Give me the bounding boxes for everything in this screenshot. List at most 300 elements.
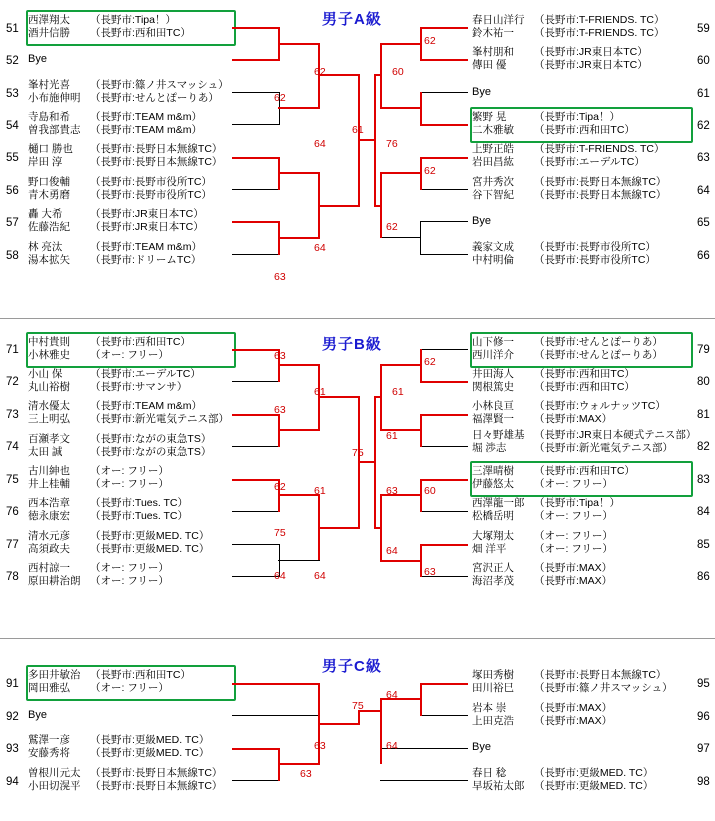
player-name: 湯本拡矢: [28, 254, 70, 266]
bracket-line: [232, 59, 280, 61]
bracket-line: [420, 221, 468, 222]
player-name: 原田耕治朗: [28, 575, 81, 587]
player-club: （長野市:西和田TC）: [534, 381, 635, 393]
player-name: 伊藤悠太: [472, 478, 514, 490]
bracket-line: [278, 172, 320, 174]
player-club: （長野市:長野日本無線TC）: [90, 767, 223, 779]
player-name: 義家文成: [472, 241, 514, 253]
bracket-line: [232, 446, 280, 447]
bracket-line: [232, 576, 280, 577]
player-name: 上田克浩: [472, 715, 514, 727]
player-name: 田川裕巳: [472, 682, 514, 694]
entry-player[interactable]: [472, 176, 666, 202]
entry-number: 71: [6, 344, 19, 356]
entry-player[interactable]: [472, 702, 612, 728]
bracket-line: [374, 396, 376, 528]
section-title-a: 男子A級: [322, 11, 382, 28]
player-name: 樋口 勝也: [28, 143, 73, 155]
player-club: （長野市:MAX）: [534, 702, 613, 714]
player-name: 宮沢正人: [472, 562, 514, 574]
player-club: （オー: フリー）: [90, 562, 169, 574]
entry-number: 65: [697, 217, 710, 229]
player-club: （長野市:せんとぽーりあ）: [534, 349, 663, 361]
bracket-line: [232, 27, 280, 29]
match-score: 64: [386, 740, 398, 752]
entry-number: 84: [697, 506, 710, 518]
player-club: （オー: フリー）: [534, 543, 613, 555]
player-name: 峯村光喜: [28, 79, 70, 91]
bracket-line: [420, 414, 468, 416]
entry-player[interactable]: [28, 176, 212, 202]
entry-player[interactable]: [28, 767, 222, 793]
player-club: （長野市:MAX）: [534, 575, 613, 587]
player-name: 岩田昌紘: [472, 156, 514, 168]
player-club: （長野市:ウォルナッツTC）: [534, 400, 666, 412]
bracket-line: [374, 74, 376, 206]
bracket-line: [380, 364, 422, 366]
entry-number: 64: [697, 185, 710, 197]
player-name: 峯村朋和: [472, 46, 514, 58]
player-club: （長野市:更級MED. TC）: [90, 530, 210, 542]
player-name: 高須政夫: [28, 543, 70, 555]
player-name: 轟 大希: [28, 208, 63, 220]
match-score: 64: [274, 570, 286, 582]
player-name: 繁野 晃: [472, 111, 507, 123]
bracket-line: [420, 683, 468, 685]
player-club: （長野市:Tipa！）: [90, 14, 176, 26]
match-score: 61: [352, 124, 364, 136]
player-name: 佐藤浩紀: [28, 221, 70, 233]
player-club: （長野市:TEAM m&m）: [90, 124, 202, 136]
entry-number: 95: [697, 678, 710, 690]
player-club: （長野市:長野市役所TC）: [534, 241, 656, 253]
match-score: 63: [274, 404, 286, 416]
player-club: （オー: フリー）: [90, 349, 169, 361]
entry-number: 96: [697, 711, 710, 723]
bracket-line: [380, 780, 468, 781]
player-name: 西澤龍一郎: [472, 497, 525, 509]
player-name: 岡田雅弘: [28, 682, 70, 694]
player-club: （長野市:MAX）: [534, 715, 613, 727]
entry-number: 76: [6, 506, 19, 518]
player-name: 寺島和希: [28, 111, 70, 123]
bracket-line: [420, 221, 421, 255]
match-score: 63: [274, 271, 286, 283]
player-name: 清水元彦: [28, 530, 70, 542]
player-club: （長野市:更級MED. TC）: [534, 780, 654, 792]
entry-player[interactable]: [472, 46, 648, 72]
entry-player[interactable]: [472, 767, 653, 793]
bracket-line: [232, 780, 280, 781]
entry-player[interactable]: [472, 562, 612, 588]
player-name: 曽根川元太: [28, 767, 81, 779]
entry-player[interactable]: [472, 530, 613, 556]
player-club: （長野市:JR東日本硬式テニス部）: [534, 429, 697, 441]
player-club: （長野市:T-FRIENDS. TC）: [534, 27, 665, 39]
entry-player[interactable]: [472, 429, 696, 455]
player-club: （長野市:エーデルTC）: [90, 368, 201, 380]
player-club: （長野市:西和田TC）: [90, 669, 191, 681]
player-name: 安藤秀将: [28, 747, 70, 759]
player-name: 岩本 崇: [472, 702, 507, 714]
entry-number: 80: [697, 376, 710, 388]
entry-number: 81: [697, 409, 710, 421]
entry-number: 56: [6, 185, 19, 197]
entry-player[interactable]: [472, 368, 635, 394]
match-score: 60: [392, 66, 404, 78]
bracket-line: [232, 124, 280, 125]
player-name: 松橋岳明: [472, 510, 514, 522]
entry-player[interactable]: [28, 241, 202, 267]
player-name: 井上桂輔: [28, 478, 70, 490]
entry-number: 52: [6, 55, 19, 67]
bracket-line: [358, 710, 360, 725]
player-club: （オー: フリー）: [90, 465, 169, 477]
match-score: 63: [386, 485, 398, 497]
bracket-line: [232, 381, 280, 382]
player-name: 西澤翔太: [28, 14, 70, 26]
player-club: （長野市:TEAM m&m）: [90, 111, 202, 123]
player-club: （長野市:ながの東急TS）: [90, 433, 212, 445]
entry-number: 75: [6, 474, 19, 486]
match-score: 61: [314, 386, 326, 398]
bracket-line: [278, 560, 320, 561]
entry-number: 60: [697, 55, 710, 67]
player-club: （長野市:西和田TC）: [90, 336, 191, 348]
bracket-line: [420, 157, 468, 159]
player-name: 堀 渉志: [472, 442, 507, 454]
player-name: 三澤晴樹: [472, 465, 514, 477]
player-name: 太田 誠: [28, 446, 63, 458]
match-score: 75: [352, 700, 364, 712]
player-club: （長野市:西和田TC）: [534, 124, 635, 136]
player-club: （長野市:JR東日本TC）: [534, 46, 648, 58]
entry-number: 92: [6, 711, 19, 723]
player-name: 小林雅史: [28, 349, 70, 361]
bracket-line: [232, 157, 280, 159]
bracket-line: [420, 715, 468, 716]
bracket-line: [380, 560, 422, 562]
bracket-line: [420, 479, 468, 481]
entry-number: 74: [6, 441, 19, 453]
bracket-line: [380, 43, 422, 45]
bracket-line: [420, 446, 468, 447]
entry-player[interactable]: [28, 208, 204, 234]
entry-number: 63: [697, 152, 710, 164]
player-name: 林 亮汰: [28, 241, 63, 253]
entry-number: 54: [6, 120, 19, 132]
player-club: （長野市:更級MED. TC）: [90, 543, 210, 555]
player-name: 早坂祐太郎: [472, 780, 525, 792]
player-name: 西川洋介: [472, 349, 514, 361]
entry-player[interactable]: [472, 241, 656, 267]
entry-bye: Bye: [472, 86, 491, 98]
player-club: （長野市:TEAM m&m）: [90, 400, 202, 412]
player-name: 鷲澤一彦: [28, 734, 70, 746]
bracket-line: [232, 715, 320, 716]
match-score: 63: [274, 350, 286, 362]
player-club: （長野市:長野日本無線TC）: [90, 156, 223, 168]
entry-number: 98: [697, 776, 710, 788]
player-name: 三上明弘: [28, 413, 70, 425]
player-name: 小林良亘: [472, 400, 514, 412]
match-score: 63: [424, 566, 436, 578]
player-name: 春日 稔: [472, 767, 507, 779]
bracket-line: [232, 479, 280, 481]
player-name: 百瀬孝文: [28, 433, 70, 445]
player-club: （長野市:TEAM m&m）: [90, 241, 202, 253]
match-score: 62: [274, 481, 286, 493]
player-name: 谷下智紀: [472, 189, 514, 201]
entry-player[interactable]: [28, 530, 209, 556]
bracket-line: [232, 544, 280, 545]
entry-player[interactable]: [472, 400, 666, 426]
entry-number: 93: [6, 743, 19, 755]
entry-number: 51: [6, 23, 19, 35]
entry-number: 83: [697, 474, 710, 486]
match-score: 60: [424, 485, 436, 497]
player-club: （長野市:更級MED. TC）: [90, 747, 210, 759]
player-name: 中村明倫: [472, 254, 514, 266]
entry-number: 62: [697, 120, 710, 132]
bracket-line: [420, 59, 468, 61]
bracket-line: [232, 254, 280, 255]
entry-number: 91: [6, 678, 19, 690]
entry-number: 66: [697, 250, 710, 262]
bracket-line: [420, 349, 468, 350]
player-club: （長野市:サマンサ）: [90, 381, 188, 393]
bracket-line: [358, 139, 374, 141]
bracket-line: [420, 124, 468, 126]
entry-player[interactable]: [472, 669, 673, 695]
player-club: （長野市:JR東日本TC）: [90, 221, 204, 233]
bracket-line: [318, 723, 360, 725]
entry-player[interactable]: [28, 400, 229, 426]
bracket-line: [232, 189, 280, 190]
player-club: （長野市:新光電気テニス部）: [90, 413, 229, 425]
player-name: 海沼孝茂: [472, 575, 514, 587]
player-name: 日々野雄基: [472, 429, 525, 441]
player-club: （長野市:西和田TC）: [90, 27, 191, 39]
player-club: （長野市:せんとぽーりあ）: [90, 92, 219, 104]
bracket-line: [232, 748, 280, 750]
entry-bye: Bye: [472, 741, 491, 753]
player-name: 古川紳也: [28, 465, 70, 477]
highlight-box: [26, 332, 236, 368]
player-club: （オー: フリー）: [90, 682, 169, 694]
entry-number: 57: [6, 217, 19, 229]
entry-number: 85: [697, 539, 710, 551]
player-name: 春日山洋行: [472, 14, 525, 26]
bracket-line: [278, 237, 320, 239]
bracket-line: [420, 544, 468, 546]
entry-player[interactable]: [28, 562, 169, 588]
player-club: （長野市:西和田TC）: [534, 465, 635, 477]
match-score: 75: [274, 527, 286, 539]
player-name: 徳永康宏: [28, 510, 70, 522]
player-club: （長野市:長野日本無線TC）: [90, 780, 223, 792]
player-club: （長野市:長野市役所TC）: [90, 176, 212, 188]
player-club: （オー: フリー）: [534, 478, 613, 490]
player-club: （オー: フリー）: [534, 530, 613, 542]
player-name: 西村諒一: [28, 562, 70, 574]
player-name: 酒井信勝: [28, 27, 70, 39]
player-name: 丸山裕樹: [28, 381, 70, 393]
player-name: 小布施伸明: [28, 92, 81, 104]
section-title-b: 男子B級: [322, 336, 382, 353]
bracket-line: [318, 205, 360, 207]
player-name: 福澤賢一: [472, 413, 514, 425]
player-name: 曽我部貴志: [28, 124, 81, 136]
bracket-line: [380, 698, 382, 764]
bracket-line: [232, 349, 280, 351]
player-name: 塚田秀樹: [472, 669, 514, 681]
bracket-line: [374, 710, 382, 712]
bracket-line: [420, 349, 422, 383]
entry-player[interactable]: [28, 111, 202, 137]
highlight-box: [470, 461, 693, 497]
player-club: （長野市:T-FRIENDS. TC）: [534, 14, 665, 26]
match-score: 61: [386, 430, 398, 442]
bracket-line: [232, 511, 280, 512]
match-score: 75: [352, 447, 364, 459]
bracket-line: [278, 763, 320, 765]
bracket-line: [420, 27, 468, 29]
entry-bye: Bye: [472, 215, 491, 227]
entry-number: 55: [6, 152, 19, 164]
entry-number: 97: [697, 743, 710, 755]
player-name: 小田切滉平: [28, 780, 81, 792]
entry-bye: Bye: [28, 53, 47, 65]
player-name: 岸田 淳: [28, 156, 63, 168]
player-name: 畑 洋平: [472, 543, 507, 555]
entry-player[interactable]: [472, 14, 664, 40]
player-club: （長野市:Tues. TC）: [90, 510, 189, 522]
player-name: 宮井秀次: [472, 176, 514, 188]
match-score: 64: [386, 689, 398, 701]
player-club: （長野市:MAX）: [534, 413, 613, 425]
bracket-line: [278, 429, 320, 431]
bracket-line: [380, 107, 422, 109]
bracket-line: [420, 92, 422, 126]
player-club: （長野市:Tipa！）: [534, 497, 620, 509]
player-club: （オー: フリー）: [90, 478, 169, 490]
bracket-line: [232, 414, 280, 416]
entry-player[interactable]: [28, 143, 222, 169]
player-name: 鈴木祐一: [472, 27, 514, 39]
highlight-box: [470, 107, 693, 143]
bracket-line: [380, 237, 421, 238]
highlight-box: [26, 10, 236, 46]
player-club: （長野市:せんとぽーりあ）: [534, 336, 663, 348]
bracket-line: [420, 381, 468, 383]
player-club: （長野市:ドリームTC）: [90, 254, 202, 266]
entry-player[interactable]: [28, 734, 209, 760]
player-club: （長野市:西和田TC）: [534, 368, 635, 380]
bracket-line: [380, 43, 382, 109]
entry-player[interactable]: [28, 465, 169, 491]
player-club: （長野市:更級MED. TC）: [90, 734, 210, 746]
player-name: 二木雅敏: [472, 124, 514, 136]
entry-player[interactable]: [28, 368, 201, 394]
bracket-line: [420, 254, 468, 255]
match-score: 62: [386, 221, 398, 233]
section-title-c: 男子C級: [322, 658, 382, 675]
match-score: 62: [424, 165, 436, 177]
match-score: 64: [314, 570, 326, 582]
entry-number: 61: [697, 88, 710, 100]
player-name: 傳田 優: [472, 59, 507, 71]
entry-number: 82: [697, 441, 710, 453]
entry-player[interactable]: [472, 497, 620, 523]
bracket-line: [232, 683, 320, 685]
player-club: （オー: フリー）: [90, 575, 169, 587]
player-club: （長野市:長野日本無線TC）: [534, 176, 667, 188]
entry-number: 72: [6, 376, 19, 388]
player-name: 上野正皓: [472, 143, 514, 155]
player-club: （長野市:エーデルTC）: [534, 156, 645, 168]
entry-player[interactable]: [28, 433, 211, 459]
entry-player[interactable]: [28, 79, 229, 105]
highlight-box: [26, 665, 236, 701]
player-club: （長野市:JR東日本TC）: [90, 208, 204, 220]
match-score: 61: [314, 485, 326, 497]
bracket-line: [380, 172, 422, 174]
bracket-line: [278, 43, 320, 45]
entry-number: 73: [6, 409, 19, 421]
match-score: 63: [314, 740, 326, 752]
entry-number: 59: [697, 23, 710, 35]
match-score: 61: [392, 386, 404, 398]
match-score: 63: [300, 768, 312, 780]
player-name: 井田海人: [472, 368, 514, 380]
player-club: （長野市:ながの東急TS）: [90, 446, 212, 458]
player-name: 清水優太: [28, 400, 70, 412]
player-name: 青木勇磨: [28, 189, 70, 201]
player-club: （長野市:Tipa！）: [534, 111, 620, 123]
player-club: （長野市:長野市役所TC）: [90, 189, 212, 201]
bracket-line: [278, 364, 320, 366]
entry-player[interactable]: [28, 497, 188, 523]
highlight-box: [470, 332, 693, 368]
player-club: （長野市:長野日本無線TC）: [534, 189, 667, 201]
bracket-line: [232, 92, 280, 93]
player-club: （長野市:Tues. TC）: [90, 497, 189, 509]
match-score: 62: [424, 35, 436, 47]
player-name: 大塚翔太: [472, 530, 514, 542]
match-score: 76: [386, 138, 398, 150]
player-name: 関根篤史: [472, 381, 514, 393]
entry-number: 86: [697, 571, 710, 583]
player-name: 中村貴則: [28, 336, 70, 348]
player-club: （長野市:長野日本無線TC）: [534, 669, 667, 681]
entry-number: 58: [6, 250, 19, 262]
bracket-line: [420, 511, 468, 512]
match-score: 64: [386, 545, 398, 557]
player-club: （長野市:更級MED. TC）: [534, 767, 654, 779]
player-name: 野口俊輔: [28, 176, 70, 188]
bracket-line: [278, 107, 320, 109]
match-score: 62: [314, 66, 326, 78]
match-score: 64: [314, 242, 326, 254]
player-club: （長野市:新光電気テニス部）: [534, 442, 673, 454]
bracket-line: [318, 527, 360, 529]
entry-player[interactable]: [472, 143, 664, 169]
player-club: （長野市:JR東日本TC）: [534, 59, 648, 71]
bracket-line: [420, 189, 468, 190]
player-club: （長野市:長野市役所TC）: [534, 254, 656, 266]
player-club: （長野市:篠ノ井スマッシュ）: [90, 79, 229, 91]
